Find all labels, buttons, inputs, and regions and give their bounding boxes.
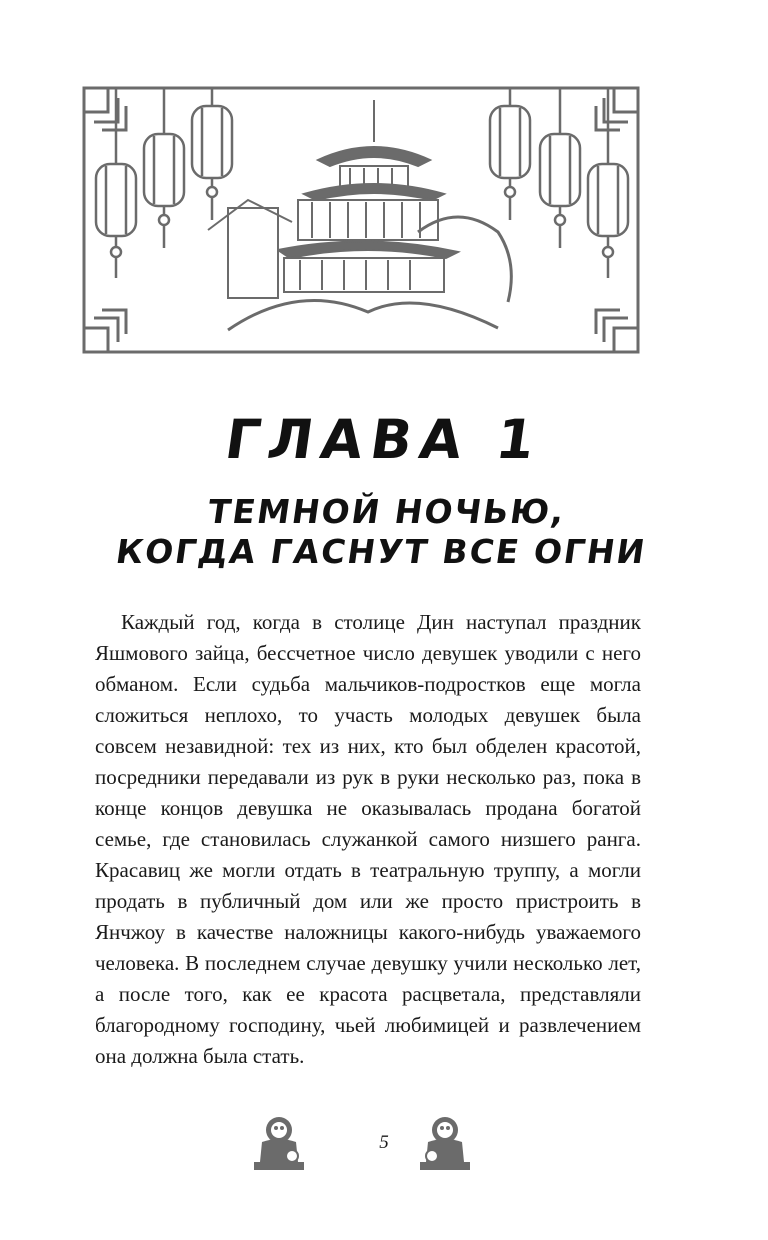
corner-ornament-top-left-icon xyxy=(84,88,126,130)
body-paragraph xyxy=(95,607,641,1072)
chapter-header-illustration xyxy=(78,82,644,358)
chapter-title xyxy=(0,492,768,572)
guardian-lion-right-icon xyxy=(414,1112,476,1174)
corner-ornament-top-right-icon xyxy=(596,88,638,130)
chapter-number: ГЛАВА 1 xyxy=(221,408,547,471)
corner-ornament-bottom-right-icon xyxy=(596,310,638,352)
page-number: 5 xyxy=(379,1132,389,1153)
corner-ornament-bottom-left-icon xyxy=(84,310,126,352)
lanterns-right-icon xyxy=(490,88,628,278)
page-footer xyxy=(0,1112,768,1182)
body-paragraph-text: Каждый год, когда в столице Дин наступал праздник Яшмового зайца, бессчетное число девушек уводили с него обманом. Если судьба мальчиков-подростков еще могла сложиться неплохо, то участь молодых девушек была совсем незавидной: тех из них, кто был обделен красотой, посредники передавали из рук в руки несколько раз, пока в конце концов девушка не оказывалась продана богатой семье, где становилась служанкой самого низшего ранга. Красавиц же могли отдать в театральную труппу, а могли продать в публичный дом или же просто пристроить в Янчжоу в качестве наложницы какого-нибудь уважаемого человека. В последнем случае девушку учили несколько лет, а после того, как ее красота расцветала, представляли благородному господину, чьей любимицей и развлечением она должна была стать. xyxy=(95,610,641,1068)
lanterns-left-icon xyxy=(96,88,232,278)
chapter-title-line-1: ТЕМНОЙ НОЧЬЮ, xyxy=(205,492,569,531)
pagoda-icon xyxy=(208,100,511,330)
chapter-title-line-2: КОГДА ГАСНУТ ВСЕ ОГНИ xyxy=(113,532,650,571)
